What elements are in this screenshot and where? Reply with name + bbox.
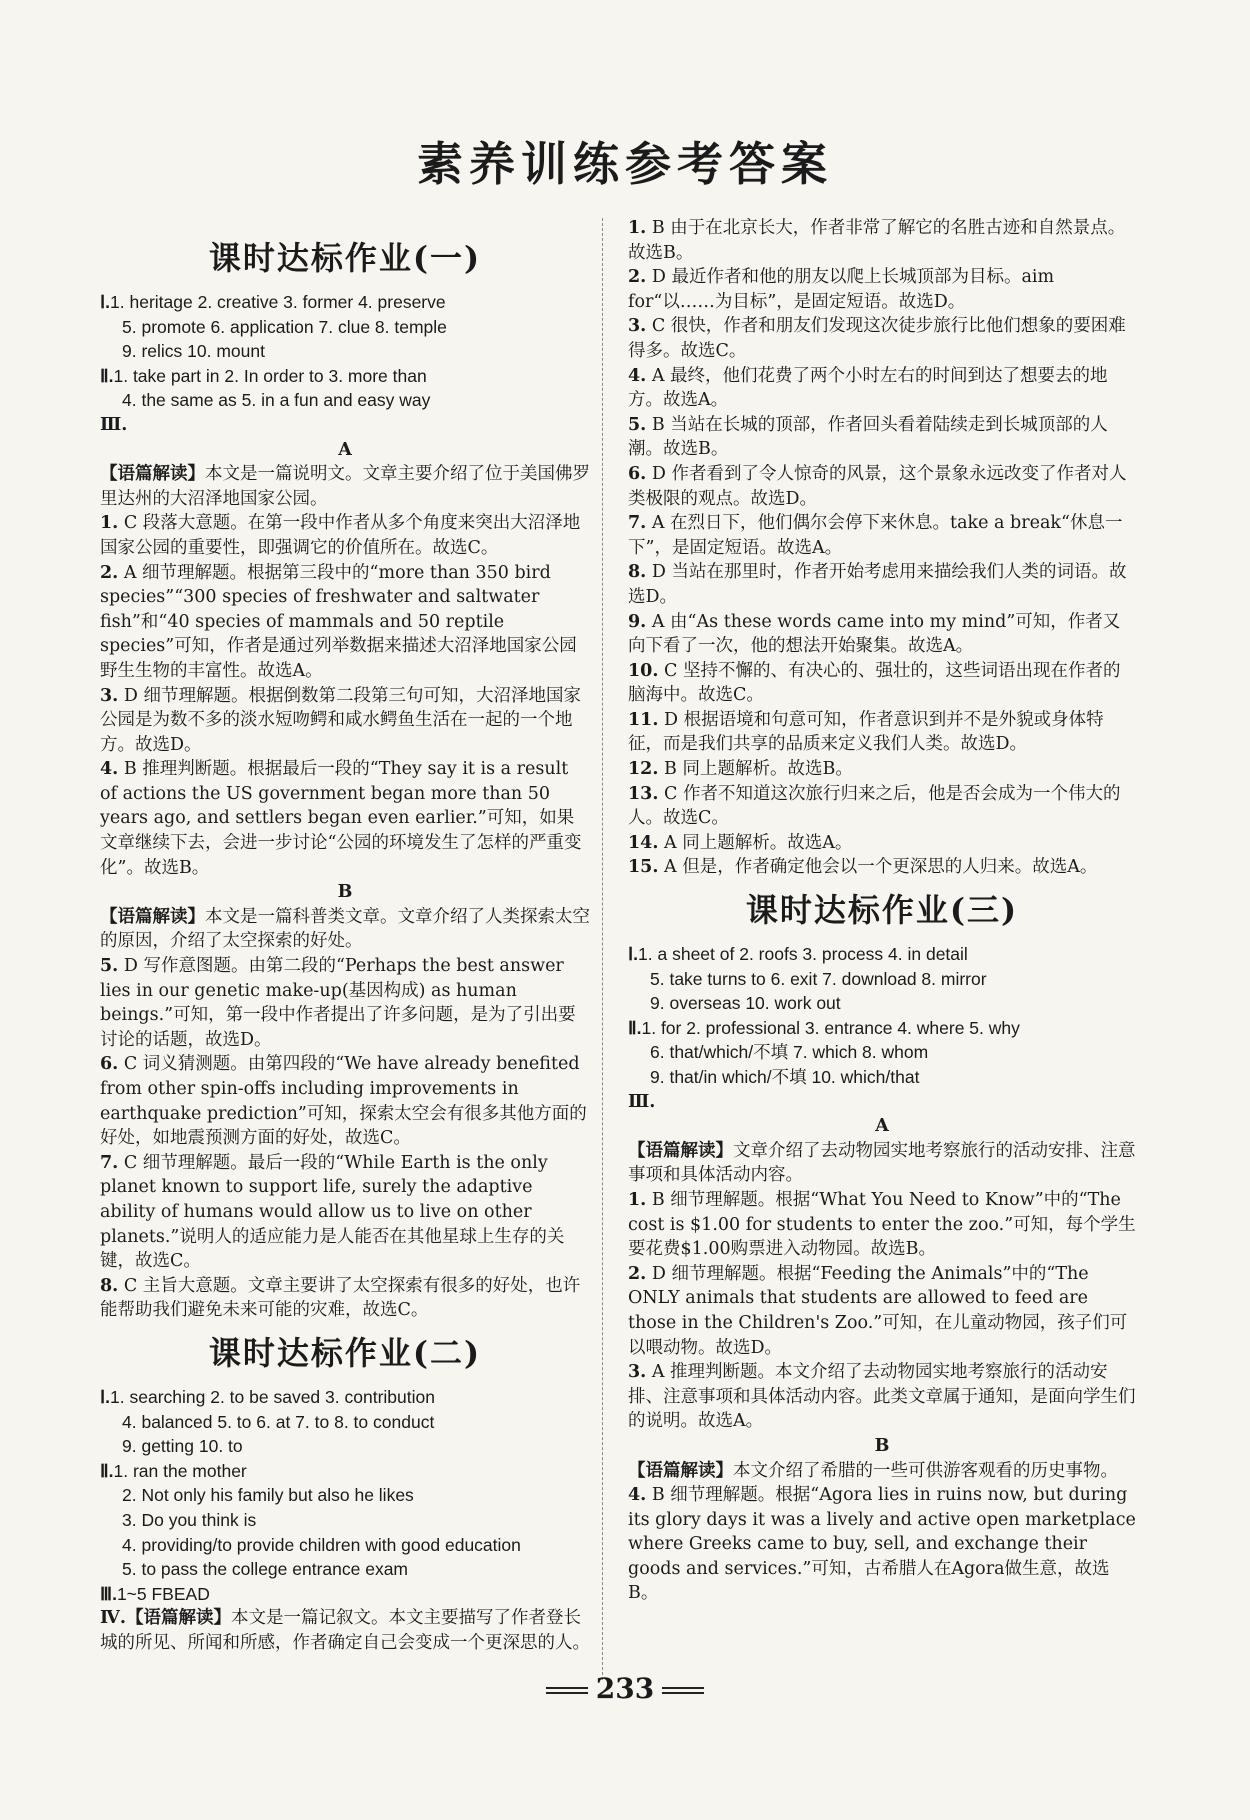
answer-explanation: D 当站在那里时，作者开始考虑用来描绘我们人类的词语。故选D。	[628, 562, 1127, 607]
passage-label: A	[875, 1116, 889, 1137]
passage-summary	[100, 1606, 590, 1655]
answer-text: 1. a sheet of 2. roofs 3. process 4. in detail	[638, 944, 968, 965]
answer-item	[628, 462, 1136, 511]
answer-item	[628, 364, 1136, 413]
answer-item	[628, 831, 1136, 856]
question-number: 1.	[628, 1189, 647, 1210]
answer-text: 1. searching 2. to be saved 3. contribution	[110, 1386, 435, 1407]
answer-line	[100, 1385, 590, 1410]
question-number: 6.	[100, 1054, 119, 1075]
answer-line	[100, 1459, 590, 1484]
summary-text: 本文是一篇记叙文。本文主要描写了作者登长城的所见、所闻和所感，作者确定自己会变成一个更深思的人。	[100, 1608, 590, 1653]
answer-explanation: B 同上题解析。故选B。	[664, 759, 853, 780]
answer-line: 9. getting 10. to	[122, 1436, 243, 1457]
answer-explanation: C 很快，作者和朋友们发现这次徒步旅行比他们想象的要困难得多。故选C。	[628, 316, 1126, 361]
question-number: 11.	[628, 709, 659, 730]
answer-item	[100, 511, 590, 560]
summary-text: 本文介绍了希腊的一些可供游客观看的历史事物。	[733, 1460, 1118, 1481]
question-number: 15.	[628, 857, 659, 878]
question-number: 4.	[628, 1485, 647, 1506]
page-number	[0, 1672, 1250, 1705]
answer-explanation: A 在烈日下，他们偶尔会停下来休息。take a break“休息一下”，是固定短语。故选A。	[628, 513, 1123, 558]
question-number: 5.	[100, 956, 119, 977]
answer-item	[628, 216, 1136, 265]
passage-summary	[628, 1459, 1136, 1484]
answer-line: 5. take turns to 6. exit 7. download 8. mirror	[650, 968, 987, 989]
answer-item	[628, 314, 1136, 363]
answer-item	[628, 1483, 1136, 1606]
answer-item	[628, 560, 1136, 609]
passage-label: B	[337, 882, 353, 903]
answer-item	[628, 1188, 1136, 1262]
answer-line	[628, 942, 1136, 967]
answer-explanation: A 推理判断题。本文介绍了去动物园实地考察旅行的活动安排、注意事项和具体活动内容。此类文章属于通知，是面向学生们的说明。故选A。	[628, 1362, 1136, 1432]
question-number: 13.	[628, 783, 659, 804]
question-number: 2.	[628, 267, 647, 288]
answer-line: 6. that/which/不填 7. which 8. whom	[650, 1042, 929, 1063]
section-heading-2: 课时达标作业(二)	[208, 1333, 482, 1372]
decorative-rule	[546, 1687, 588, 1694]
part-label: Ⅱ.	[628, 1017, 642, 1038]
part-label: Ⅱ.	[100, 1460, 114, 1481]
summary-tag: 【语篇解读】	[100, 464, 205, 485]
answer-line: 9. relics 10. mount	[122, 341, 265, 362]
answer-explanation: C 作者不知道这次旅行归来之后，他是否会成为一个伟大的人。故选C。	[628, 783, 1121, 829]
question-number: 10.	[628, 660, 659, 681]
answer-explanation: B 推理判断题。根据最后一段的“They say it is a result of actions the US government began more than 50 years ago, and settlers began even earlier.”可知，如果文章继续下去，会进一步讨论“公园的环境发生了怎样的严重变化”。故选B。	[100, 759, 582, 878]
question-number: 8.	[100, 1275, 119, 1296]
answer-explanation: C 段落大意题。在第一段中作者从多个角度来突出大沼泽地国家公园的重要性，即强调它的价值所在。故选C。	[100, 513, 581, 558]
answer-item	[100, 1052, 590, 1150]
answer-text: 1. for 2. professional 3. entrance 4. where 5. why	[641, 1017, 1020, 1038]
question-number: 1.	[100, 513, 119, 534]
right-column	[628, 216, 1136, 1606]
passage-summary	[100, 905, 590, 954]
summary-tag: 【语篇解读】	[628, 1140, 733, 1161]
page-title: 素养训练参考答案	[417, 137, 833, 191]
part-label: Ⅲ.	[100, 1583, 117, 1604]
passage-summary	[100, 462, 590, 511]
answer-item	[628, 708, 1136, 757]
answer-item	[100, 684, 590, 758]
answer-line: 5. to pass the college entrance exam	[122, 1559, 409, 1580]
answer-text: 1~5 FBEAD	[116, 1583, 210, 1604]
answer-item	[628, 757, 1136, 782]
summary-tag: 【语篇解读】	[628, 1460, 733, 1481]
answer-item	[100, 954, 590, 1052]
answer-item	[628, 413, 1136, 462]
answer-explanation: B 细节理解题。根据“What You Need to Know”中的“The cost is $1.00 for students to enter the zoo.”可知，每个学生要花费$1.00购票进入动物园。故选B。	[628, 1189, 1136, 1260]
answer-line: 9. that/in which/不填 10. which/that	[650, 1067, 920, 1087]
answer-explanation: C 细节理解题。最后一段的“While Earth is the only planet known to support life, surely the adaptive ability of humans would allow us to live on other planets.”说明人的适应能力是人能否在其他星球上生存的关键，故选C。	[100, 1152, 565, 1272]
part-label: Ⅰ.	[100, 1386, 111, 1407]
answer-text: 1. heritage 2. creative 3. former 4. preserve	[110, 292, 446, 312]
part-label: Ⅳ.	[100, 1608, 126, 1629]
answer-line: 4. the same as 5. in a fun and easy way	[122, 390, 431, 411]
answer-explanation: D 最近作者和他的朋友以爬上长城顶部为目标。aim for“以……为目标”，是固定短语。故选D。	[628, 267, 1055, 312]
answer-item	[100, 757, 590, 880]
answer-explanation: C 主旨大意题。文章主要讲了太空探索有很多的好处，也许能帮助我们避免未来可能的灾难，故选C。	[100, 1275, 581, 1321]
question-number: 2.	[628, 1263, 647, 1284]
question-number: 6.	[628, 463, 647, 484]
summary-text: 本文是一篇说明文。文章主要介绍了位于美国佛罗里达州的大沼泽地国家公园。	[100, 464, 590, 509]
answer-item	[628, 610, 1136, 659]
question-number: 12.	[628, 759, 659, 780]
answer-line	[628, 1016, 1136, 1041]
part-label: Ⅲ.	[100, 414, 128, 435]
answer-line	[100, 364, 590, 389]
question-number: 2.	[100, 562, 119, 583]
page-number-text: 233	[595, 1672, 655, 1705]
question-number: 8.	[628, 562, 647, 583]
summary-text: 本文是一篇科普类文章。文章介绍了人类探索太空的原因，介绍了太空探索的好处。	[100, 906, 590, 952]
section-heading-3: 课时达标作业(三)	[745, 891, 1019, 930]
answer-item	[628, 855, 1136, 880]
question-number: 7.	[100, 1152, 119, 1173]
question-number: 4.	[628, 365, 647, 386]
answer-line: 5. promote 6. application 7. clue 8. temple	[122, 316, 447, 337]
answer-item	[100, 1274, 590, 1323]
answer-item	[628, 1262, 1136, 1360]
answer-line	[100, 290, 590, 315]
answer-line: 3. Do you think is	[122, 1509, 257, 1530]
continued-answer-list	[628, 216, 1136, 880]
answer-line: 9. overseas 10. work out	[650, 993, 841, 1014]
answer-explanation: A 由“As these words came into my mind”可知，作者又向下看了一次，他的想法开始聚集。故选A。	[628, 611, 1121, 657]
answer-item	[628, 1360, 1136, 1434]
question-number: 9.	[628, 611, 647, 632]
answer-line: 4. balanced 5. to 6. at 7. to 8. to conduct	[122, 1411, 435, 1432]
answer-explanation: C 坚持不懈的、有决心的、强壮的，这些词语出现在作者的脑海中。故选C。	[628, 660, 1121, 706]
answer-line: 4. providing/to provide children with good education	[122, 1534, 521, 1555]
question-number: 4.	[100, 759, 119, 780]
question-number: 7.	[628, 513, 647, 534]
answer-item	[100, 1151, 590, 1274]
answer-item	[628, 659, 1136, 708]
answer-explanation: D 根据语境和句意可知，作者意识到并不是外貌或身体特征，而是我们共享的品质来定义我们人类。故选D。	[628, 709, 1104, 755]
column-divider	[602, 218, 603, 1680]
question-number: 5.	[628, 414, 647, 435]
answer-line: 2. Not only his family but also he likes	[122, 1485, 414, 1506]
answer-explanation: D 细节理解题。根据倒数第二段第三句可知，大沼泽地国家公园是为数不多的淡水短吻鳄和咸水鳄鱼生活在一起的一个地方。故选D。	[100, 685, 581, 755]
part-label: Ⅲ.	[628, 1091, 656, 1112]
passage-label: A	[338, 439, 352, 460]
answer-explanation: D 写作意图题。由第二段的“Perhaps the best answer lies in our genetic make-up(基因构成) as human beings.”可知，第一段中作者提出了许多问题，是为了引出要讨论的话题，故选D。	[100, 956, 576, 1050]
answer-explanation: A 但是，作者确定他会以一个更深思的人归来。故选A。	[664, 857, 1098, 878]
passage-label: B	[874, 1435, 890, 1456]
left-column	[100, 228, 590, 1655]
part-label: Ⅰ.	[628, 944, 639, 965]
answer-explanation: A 细节理解题。根据第三段中的“more than 350 bird species”“300 species of freshwater and saltwater fish”和“40 species of mammals and 50 reptile species”可知，作者是通过列举数据来描述大沼泽地国家公园野生生物的丰富性。故选A。	[100, 562, 577, 681]
answer-explanation: D 作者看到了令人惊奇的风景，这个景象永远改变了作者对人类极限的观点。故选D。	[628, 463, 1127, 509]
question-number: 1.	[628, 218, 647, 238]
passage-summary	[628, 1139, 1136, 1188]
summary-tag: 【语篇解读】	[125, 1608, 231, 1629]
answer-explanation: B 细节理解题。根据“Agora lies in ruins now, but during its glory days it was a lively and active open marketplace where Greeks came to buy, sell, and exchange their goods and services.”可知，古希腊人在Agora做生意，故选B。	[628, 1485, 1136, 1604]
answer-explanation: B 当站在长城的顶部，作者回头看着陆续走到长城顶部的人潮。故选B。	[628, 414, 1108, 460]
answer-item	[628, 265, 1136, 314]
answer-explanation: C 词义猜测题。由第四段的“We have already benefited from other spin-offs including improvements in earthquake prediction”可知，探索太空会有很多其他方面的好处，如地震预测方面的好处，故选C。	[100, 1054, 587, 1149]
answer-explanation: A 最终，他们花费了两个小时左右的时间到达了想要去的地方。故选A。	[628, 365, 1108, 411]
answer-explanation: A 同上题解析。故选A。	[664, 832, 853, 853]
question-number: 3.	[628, 316, 647, 337]
answer-explanation: B 由于在北京长大，作者非常了解它的名胜古迹和自然景点。故选B。	[628, 218, 1126, 263]
summary-tag: 【语篇解读】	[100, 906, 205, 927]
summary-text: 文章介绍了去动物园实地考察旅行的活动安排、注意事项和具体活动内容。	[628, 1140, 1136, 1186]
question-number: 14.	[628, 832, 659, 853]
answer-explanation: D 细节理解题。根据“Feeding the Animals”中的“The ONLY animals that students are allowed to feed are those in the Children's Zoo.”可知，在儿童动物园，孩子们可以喂动物。故选D。	[628, 1263, 1128, 1358]
answer-item	[628, 511, 1136, 560]
section-heading-1: 课时达标作业(一)	[208, 239, 482, 277]
answer-text: 1. take part in 2. In order to 3. more than	[113, 365, 427, 386]
answer-line	[100, 1582, 590, 1607]
question-number: 3.	[628, 1362, 647, 1383]
part-label: Ⅱ.	[100, 365, 114, 386]
decorative-rule	[662, 1687, 704, 1694]
answer-item	[628, 782, 1136, 831]
answer-item	[100, 561, 590, 684]
question-number: 3.	[100, 685, 119, 706]
answer-text: 1. ran the mother	[113, 1460, 247, 1481]
part-label: Ⅰ.	[100, 292, 111, 312]
